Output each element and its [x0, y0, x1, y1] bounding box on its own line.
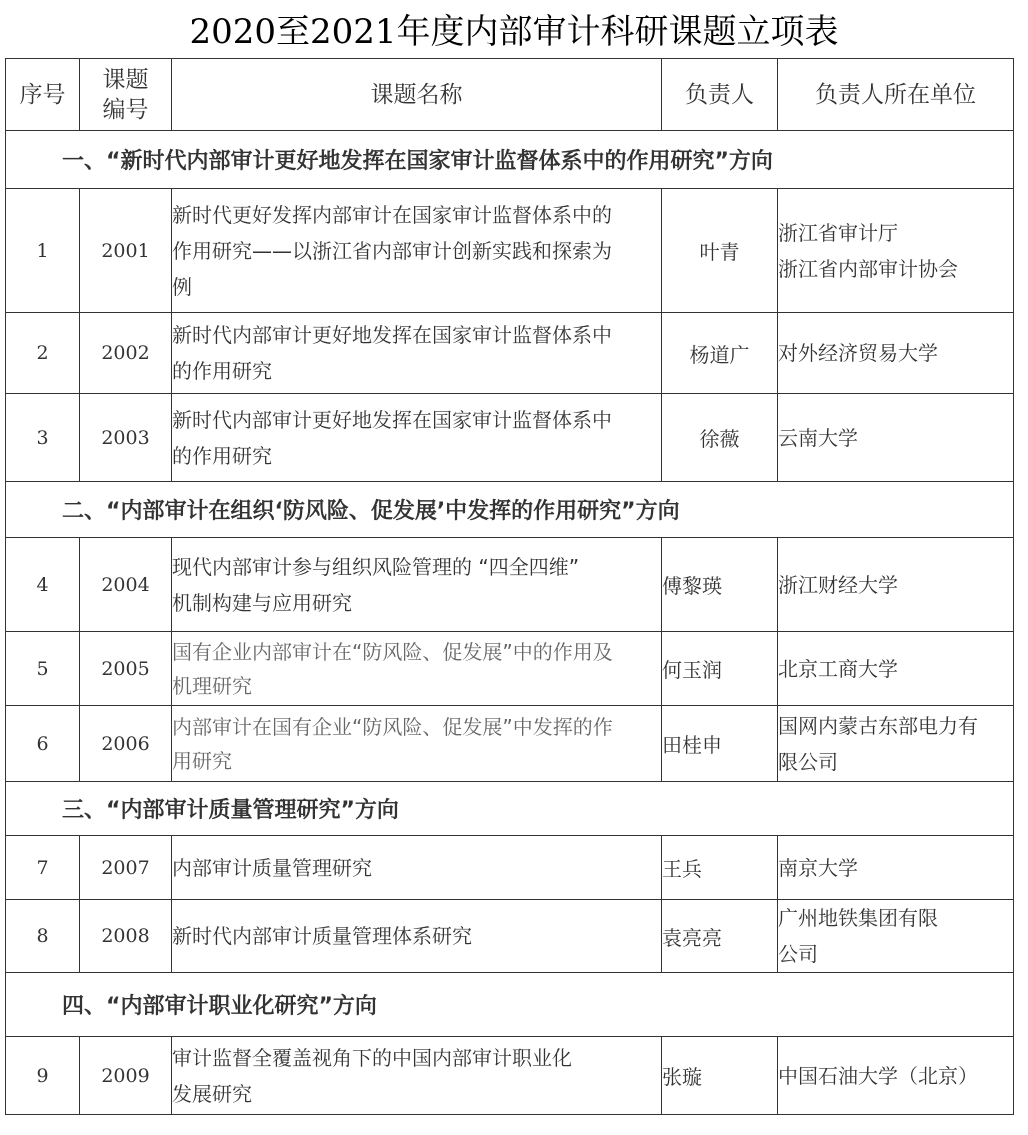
org-line: 对外经济贸易大学 — [778, 341, 938, 365]
row-leader: 何玉润 — [662, 632, 778, 706]
topic-line: 的作用研究 — [172, 359, 272, 383]
section-heading: 三、“内部审计质量管理研究”方向 — [6, 782, 1014, 836]
header-code-line2: 编号 — [102, 96, 149, 123]
row-code: 2007 — [80, 836, 172, 900]
row-code: 2009 — [80, 1037, 172, 1115]
topic-line: 新时代内部审计更好地发挥在国家审计监督体系中 — [172, 407, 612, 432]
row-num: 7 — [6, 836, 80, 900]
topic-line: 机制构建与应用研究 — [172, 590, 352, 615]
row-topic — [172, 836, 662, 900]
row-num: 2 — [6, 313, 80, 394]
section-heading: 二、“内部审计在组织‘防风险、促发展’中发挥的作用研究”方向 — [6, 482, 1014, 538]
row-org — [778, 313, 1014, 394]
section-heading: 一、“新时代内部审计更好地发挥在国家审计监督体系中的作用研究”方向 — [6, 131, 1014, 189]
table-row — [6, 632, 1014, 706]
row-org — [778, 632, 1014, 706]
table-row — [6, 538, 1014, 632]
row-num: 1 — [6, 189, 80, 313]
row-topic — [172, 900, 662, 973]
table-row — [6, 313, 1014, 394]
org-line: 南京大学 — [778, 855, 858, 880]
row-topic — [172, 313, 662, 394]
topic-line: 审计监督全覆盖视角下的中国内部审计职业化 — [172, 1045, 572, 1070]
project-table — [5, 58, 1014, 1115]
org-line: 云南大学 — [778, 425, 858, 450]
row-topic — [172, 538, 662, 632]
section-row — [6, 973, 1014, 1037]
row-org — [778, 394, 1014, 482]
row-code: 2001 — [80, 189, 172, 313]
org-line: 限公司 — [778, 749, 838, 774]
section-heading: 四、“内部审计职业化研究”方向 — [6, 973, 1014, 1037]
header-code — [80, 59, 172, 131]
topic-line: 新时代内部审计更好地发挥在国家审计监督体系中 — [172, 323, 612, 347]
table-row — [6, 1037, 1014, 1115]
row-num: 8 — [6, 900, 80, 973]
row-num: 9 — [6, 1037, 80, 1115]
topic-line: 内部审计质量管理研究 — [172, 855, 372, 880]
row-org — [778, 836, 1014, 900]
row-code: 2005 — [80, 632, 172, 706]
row-topic — [172, 189, 662, 313]
row-code: 2008 — [80, 900, 172, 973]
row-topic — [172, 1037, 662, 1115]
row-topic — [172, 632, 662, 706]
org-line: 浙江省审计厅 — [778, 220, 898, 245]
row-code: 2006 — [80, 706, 172, 782]
org-line: 浙江省内部审计协会 — [778, 256, 958, 281]
row-org — [778, 189, 1014, 313]
topic-line: 机理研究 — [172, 673, 252, 698]
section-row — [6, 131, 1014, 189]
row-code: 2002 — [80, 313, 172, 394]
row-code: 2003 — [80, 394, 172, 482]
header-org: 负责人所在单位 — [778, 59, 1014, 131]
topic-line: 发展研究 — [172, 1081, 252, 1106]
row-leader: 叶青 — [662, 189, 778, 313]
topic-line: 例 — [172, 274, 192, 299]
header-leader: 负责人 — [662, 59, 778, 131]
topic-line: 用研究 — [172, 748, 232, 773]
table-row — [6, 189, 1014, 313]
row-org — [778, 706, 1014, 782]
org-line: 国网内蒙古东部电力有 — [778, 713, 978, 738]
row-leader: 袁亮亮 — [662, 900, 778, 973]
header-code-line1: 课题 — [102, 66, 149, 93]
topic-line: 作用研究——以浙江省内部审计创新实践和探索为 — [172, 238, 612, 263]
org-line: 浙江财经大学 — [778, 572, 898, 597]
topic-line: 新时代内部审计质量管理体系研究 — [172, 924, 472, 948]
row-leader: 田桂申 — [662, 706, 778, 782]
row-leader: 徐薇 — [662, 394, 778, 482]
header-num: 序号 — [6, 59, 80, 131]
row-num: 6 — [6, 706, 80, 782]
page-title: 2020至2021年度内部审计科研课题立项表 — [189, 12, 839, 52]
table-header-row — [6, 59, 1014, 131]
row-leader: 傅黎瑛 — [662, 538, 778, 632]
topic-line: 国有企业内部审计在“防风险、促发展”中的作用及 — [172, 639, 613, 664]
row-leader: 杨道广 — [662, 313, 778, 394]
section-row — [6, 782, 1014, 836]
row-num: 3 — [6, 394, 80, 482]
row-org — [778, 538, 1014, 632]
row-leader: 王兵 — [662, 836, 778, 900]
row-leader: 张璇 — [662, 1037, 778, 1115]
org-line: 广州地铁集团有限 — [778, 906, 938, 930]
org-line: 北京工商大学 — [778, 656, 898, 681]
topic-line: 新时代更好发挥内部审计在国家审计监督体系中的 — [172, 202, 612, 227]
row-topic — [172, 394, 662, 482]
section-row — [6, 482, 1014, 538]
table-row — [6, 836, 1014, 900]
topic-line: 内部审计在国有企业“防风险、促发展”中发挥的作 — [172, 714, 613, 739]
row-num: 4 — [6, 538, 80, 632]
table-row — [6, 394, 1014, 482]
org-line: 中国石油大学（北京） — [778, 1063, 978, 1088]
topic-line: 现代内部审计参与组织风险管理的 “四全四维” — [172, 554, 580, 579]
row-topic — [172, 706, 662, 782]
row-code: 2004 — [80, 538, 172, 632]
row-org — [778, 900, 1014, 973]
table-row — [6, 706, 1014, 782]
row-num: 5 — [6, 632, 80, 706]
org-line: 公司 — [778, 942, 818, 966]
topic-line: 的作用研究 — [172, 443, 272, 468]
row-org — [778, 1037, 1014, 1115]
table-row — [6, 900, 1014, 973]
header-name: 课题名称 — [172, 59, 662, 131]
